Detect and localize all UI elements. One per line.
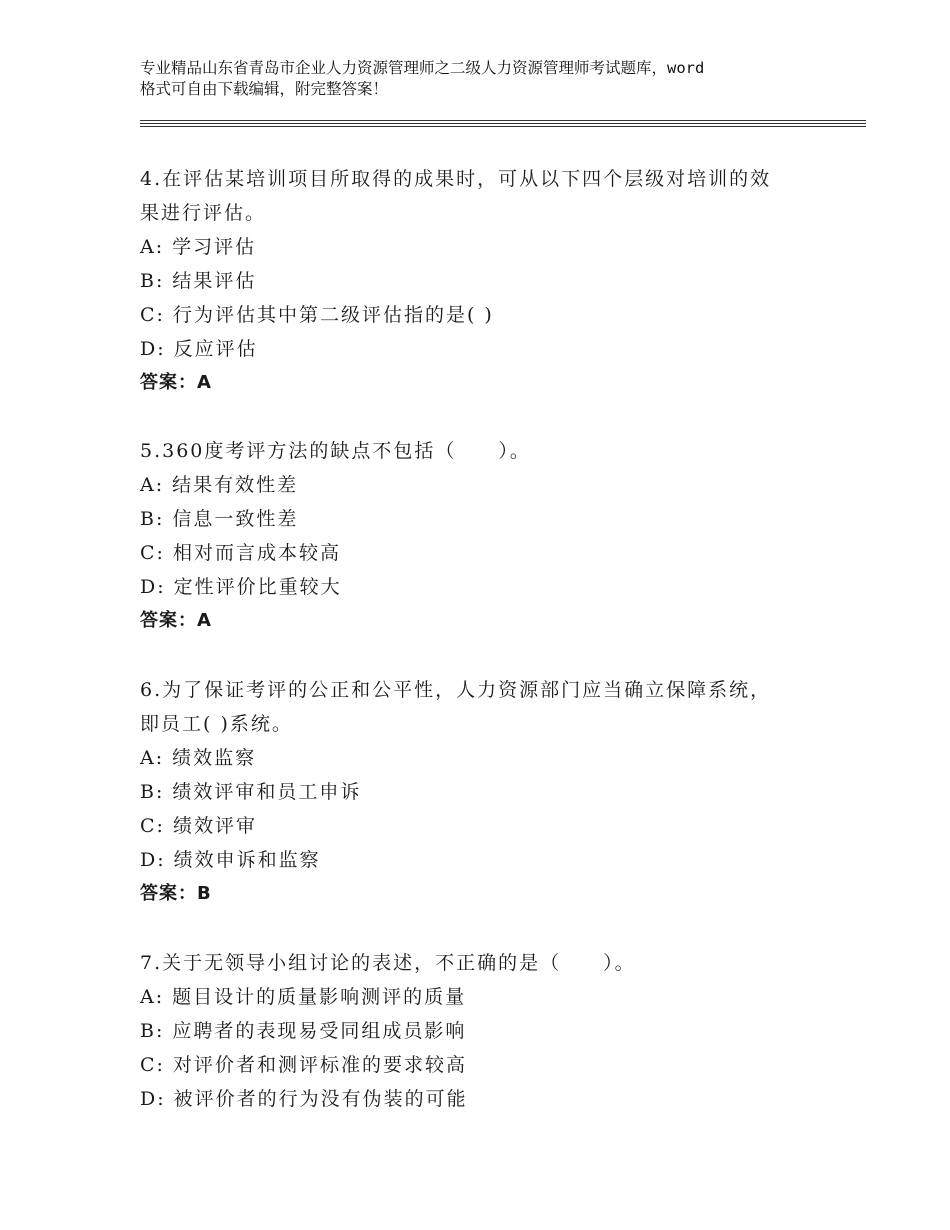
option-d: D: 定性评价比重较大 [140,576,342,598]
answer-line: 答案：B [140,883,212,904]
question-stem: 6.为了保证考评的公正和公平性，人力资源部门应当确立保障系统， [140,679,772,701]
option-d: D: 被评价者的行为没有伪装的可能 [140,1088,468,1110]
header-title-line-2: 格式可自由下载编辑，附完整答案！ [140,80,389,98]
option-d: D: 反应评估 [140,338,258,360]
question-block [140,673,830,911]
option-a: A: 绩效监察 [140,747,257,769]
header-divider [140,120,866,121]
option-a: A: 结果有效性差 [140,474,299,496]
option-b: B: 应聘者的表现易受同组成员影响 [140,1020,467,1042]
option-b: B: 结果评估 [140,270,257,292]
option-a: A: 学习评估 [140,236,257,258]
question-stem: 果进行评估。 [140,202,267,224]
option-c: C: 相对而言成本较高 [140,542,341,564]
answer-line: 答案：A [140,372,212,393]
option-b: B: 绩效评审和员工申诉 [140,781,362,803]
question-stem: 7.关于无领导小组讨论的表述，不正确的是（ ）。 [140,952,636,974]
option-b: B: 信息一致性差 [140,508,299,530]
question-stem: 即员工( )系统。 [140,713,293,735]
option-d: D: 绩效申诉和监察 [140,849,321,871]
question-stem: 4.在评估某培训项目所取得的成果时，可从以下四个层级对培训的效 [140,168,772,190]
header-divider [140,126,866,127]
answer-line: 答案：A [140,610,212,631]
question-block [140,162,830,400]
header-title-line-1: 专业精品山东省青岛市企业人力资源管理师之二级人力资源管理师考试题库，word [140,59,705,77]
option-c: C: 绩效评审 [140,815,257,837]
option-c: C: 对评价者和测评标准的要求较高 [140,1054,467,1076]
question-block [140,946,830,1116]
header-divider [140,123,866,124]
option-c: C: 行为评估其中第二级评估指的是( ) [140,304,494,326]
question-stem: 5.360度考评方法的缺点不包括（ ）。 [140,440,531,462]
option-a: A: 题目设计的质量影响测评的质量 [140,986,467,1008]
document-header [140,58,840,100]
question-block [140,434,830,638]
